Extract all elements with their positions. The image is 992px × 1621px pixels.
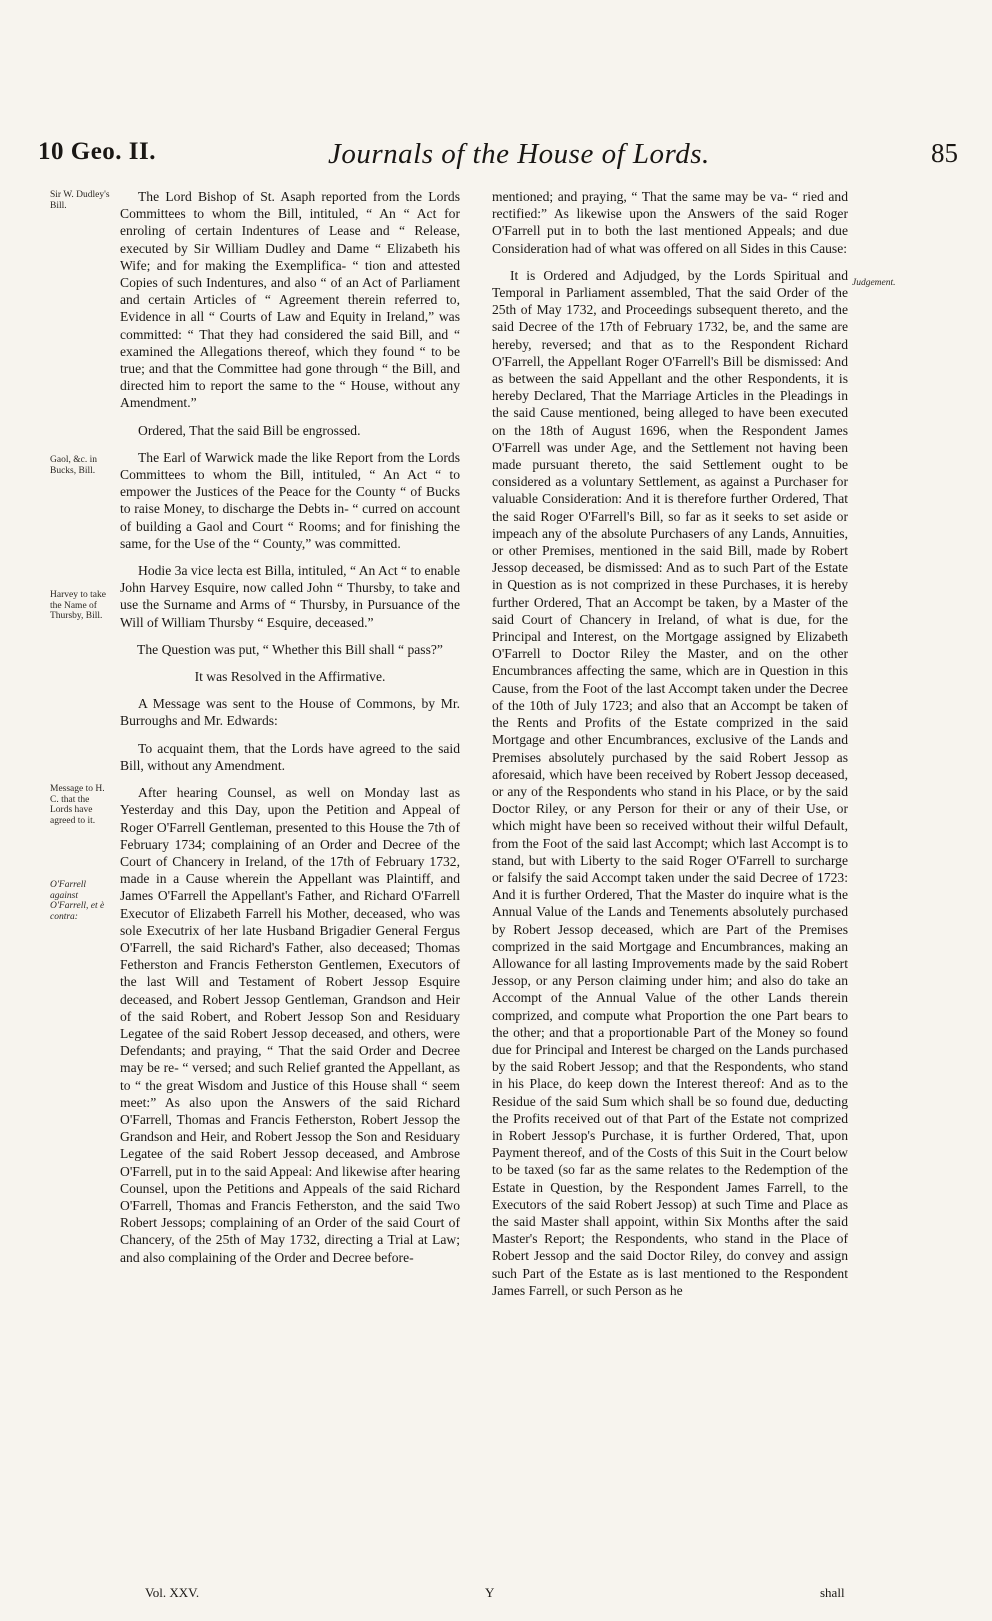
message-content: To acquaint them, that the Lords have agreed to the said Bill, without any Amendment. bbox=[120, 740, 460, 773]
margin-note-dudley: Sir W. Dudley's Bill. bbox=[50, 190, 110, 211]
resolution: It was Resolved in the Affirmative. bbox=[194, 669, 386, 685]
message-commons: A Message was sent to the House of Commons, by Mr. Burroughs and Mr. Edwards: bbox=[120, 696, 460, 729]
ofarrell-judgement: It is Ordered and Adjudged, by the Lords Spiritual and Temporal in Parliament assembled, That the said Order of the 25th of May 1732, and Proceedings subsequent thereto, and the said Decree of the 17th of February 1732, be, and the same are hereby, reversed; and that as to the Respondent Richard O'Farrell, the Appellant Roger O'Farrell's Bill be dismissed: And as between the said Appellant and the other Respondents, it is hereby Declared, That the Marriage Articles in the Pleadings in the said Cause mentioned, being alleged to have been executed on the 18th of August 1696, when the Respondent James O'Farrell was under Age, and the Settlement not having been made pursuant thereto, the said Settlement ought to be considered as a voluntary Settlement, as against a Purchaser for valuable Consideration: And it is therefore further Ordered, That the said Roger O'Farrell's Bill, so far as it seeks to set aside or impeach any of the absolute Purchasers of any Lands, Annuities, or other Premises, mentioned in the said Bill, made by Robert Jessop deceased, be dismissed: And as to such Part of the Estate in Question as is not comprized in these Purchases, it is hereby further Ordered, That an Accompt be taken, by a Master of the said Court of Chancery in Ireland, of what is due, for the Principal and Interest, on the Mortgage assigned by Elizabeth O'Farrell to Doctor Riley the Master, and on the other Encumbrances affecting the same, which are in Question in this Cause, from the Foot of the last Accompt taken under the Decree of the 10th of July 1723; and also that an Accompt be taken of the Rents and Profits of the Estate comprized in the said Mortgage and other Encumbrances, exclusive of the Lands and Premises absolutely purchased by the said Robert Jessop as aforesaid, which have been received by Robert Jessop deceased, or any of the Respondents who stand in his Place, or by the said Doctor Riley, or any Person for their or any of their Use, or which might have been so received without their wilful Default, from the Foot of the said last Accompt; which last Accompt is to stand, but with Liberty to the said Roger O'Farrell to surcharge or falsify the said Accompt taken under the said Decree of 1723: And it is further Ordered, That the Master do inquire what is the Annual Value of the Lands and Tenements absolutely purchased by Robert Jessop deceased, which are Part of the Premises comprized in the said Mortgage and Encumbrances, making an Allowance for all lasting Improvements made by the said Robert Jessop, or any Person claiming under him; and also do take an Accompt of the Annual Value of the other Lands therein comprized, and compute what Proportion the one Part bears to the other; and that a proportionable Part of the Money so found due for Principal and Interest be charged on the Lands purchased by the said Robert Jessop; and that the Respondents, who stand in his Place, do keep down the Interest thereof: And as to the Residue of the said Sum which shall be so found due, deducting the Profits received out of that Part of the Estate not comprized in Robert Jessop's Purchase, it is further Ordered, That, upon Payment thereof, and of the Costs of this Suit in the Court below to be taxed (so far as the same relates to the Redemption of the Estate in Question, by the Respondent James Farrell, to the Executors of the said Robert Jessop) at such Time and Place as the said Master shall appoint, within Six Months after the said Master's Report; the Respondents, who stand in the Place of Robert Jessop and the said Doctor Riley, do convey and assign such Part of the Estate as is last mentioned to the Respondent James Farrell, or such Person as he bbox=[492, 267, 848, 1298]
margin-note-gaol: Gaol, &c. in Bucks, Bill. bbox=[50, 455, 97, 476]
signature-mark: Y bbox=[485, 1585, 495, 1600]
margin-note-judgement: Judgement. bbox=[852, 278, 896, 288]
gaol-report: The Earl of Warwick made the like Report from the Lords Committees to whom the Bill, intituled, “ An Act “ to empower the Justices of the Peace for the County “ of Bucks to raise Money, to discharge the Debts in- “ curred on account of building a Gaol and Court “ Rooms; and for finishing the same, for the Use of the “ County,” was committed. bbox=[120, 449, 460, 551]
left-column bbox=[120, 188, 460, 1266]
volume-label: Vol. XXV. bbox=[145, 1585, 200, 1600]
regnal-year: 10 Geo. II. bbox=[38, 138, 156, 165]
ofarrell-hearing-continued: mentioned; and praying, “ That the same may be va- “ ried and rectified:” As likewise upon the Answers of the said Roger O'Farrell put in to both the last mentioned Appeals; and due Consideration had of what was offered on all Sides in this Cause: bbox=[492, 189, 848, 256]
engross-order: Ordered, That the said Bill be engrossed. bbox=[138, 422, 361, 438]
margin-note-message: Message to H. C. that the Lords have agreed to it. bbox=[50, 784, 105, 826]
right-column bbox=[492, 188, 848, 1299]
margin-note-harvey: Harvey to take the Name of Thursby, Bill. bbox=[50, 590, 106, 621]
journal-title: Journals of the House of Lords. bbox=[328, 138, 710, 170]
harvey-bill-reading: Hodie 3a vice lecta est Billa, intituled, “ An Act “ to enable John Harvey Esquire, now called John “ Thursby, to take and use the Surname and Arms of “ Thursby, in Pursuance of the Will of William Thursby “ Esquire, deceased.” bbox=[120, 563, 460, 630]
question-put: The Question was put, “ Whether this Bill shall “ pass?” bbox=[137, 641, 443, 657]
dudley-report: The Lord Bishop of St. Asaph reported from the Lords Committees to whom the Bill, intituled, “ An “ Act for enroling of certain Indentures of Lease and “ Release, executed by Sir William Dudley and Dame “ Elizabeth his Wife; and for making the Exemplifica- “ tion and attested Copies of such Indentures, and also “ of an Act of Parliament and certain Articles of “ Agreement therein referred to, Evidence in all “ Courts of Law and Equity in Ireland,” was committed: “ That they had considered the said Bill, and “ examined the Allegations thereof, which they found “ to be true; and that the Committee had gone through “ the Bill, and directed him to report the same to the “ House, without any Amendment.” bbox=[120, 189, 460, 411]
ofarrell-hearing: After hearing Counsel, as well on Monday last as Yesterday and this Day, upon the Petition and Appeal of Roger O'Farrell Gentleman, presented to this House the 7th of February 1734; complaining of an Order and Decree of the Court of Chancery in Ireland, of the 17th of February 1732, made in a Cause wherein the Appellant was Plaintiff, and James O'Farrell the Appellant's Father, and Richard O'Farrell Executor of Elizabeth Farrell his Mother, deceased, who was sole Executrix of her late Husband Brigadier General Fergus O'Farrell, the said Richard's Father, also deceased; Thomas Fetherston and Francis Fetherston Gentlemen, Executors of the last Will and Testament of Robert Jessop Esquire deceased, and Robert Jessop Gentleman, Grandson and Heir of the said Robert, and Robert Jessop Son and Residuary Legatee of the said Robert Jessop deceased, and others, were Defendants; and praying, “ That the said Order and Decree may be re- “ versed; and such Relief granted the Appellant, as to “ the great Wisdom and Justice of this House shall “ seem meet:” As also upon the Answers of the said Richard O'Farrell, Thomas and Francis Fetherston, Robert Jessop the Grandson and Heir, and Robert Jessop the Son and Residuary Legatee of the said Robert Jessop deceased, and Ambrose O'Farrell, put in to the said Appeal: And likewise after hearing Counsel, upon the Petitions and Appeals of the said Richard O'Farrell, Thomas and Francis Fetherston, and the said Two Robert Jessops; complaining of an Order of the said Court of Chancery, of the 25th of May 1732, directing a Trial at Law; and also complaining of the Order and Decree before- bbox=[120, 785, 460, 1265]
page-header bbox=[38, 138, 958, 184]
margin-note-ofarrell: O'Farrell against O'Farrell, et è contra: bbox=[50, 880, 105, 922]
catchword: shall bbox=[820, 1585, 845, 1600]
page-number: 85 bbox=[931, 138, 958, 168]
